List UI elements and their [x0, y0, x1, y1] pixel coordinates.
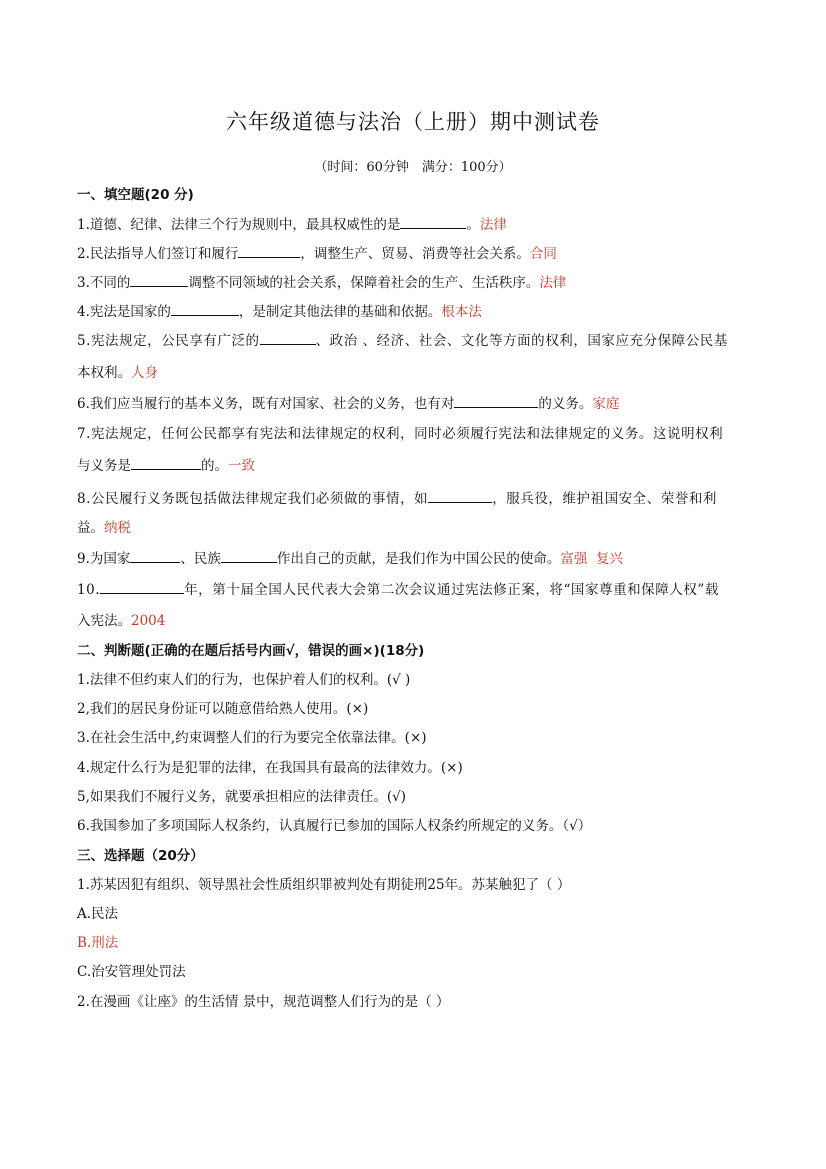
choice-option-a: A.民法 [77, 906, 119, 922]
question-7-continued [77, 456, 757, 475]
judgement-item-5: 5,如果我们不履行义务，就要承担相应的法律责任。(√) [77, 789, 407, 805]
section-heading-fill-blank: 一、填空题(20 分) [77, 187, 194, 203]
question-text: 的义务。 [538, 396, 593, 412]
question-text: 的。 [201, 458, 228, 474]
question-6 [77, 394, 757, 413]
question-text: 5.宪法规定，公民享有广泛的 [77, 333, 260, 349]
question-2 [77, 244, 757, 263]
question-5-continued [77, 364, 757, 382]
answer-text: 家庭 [592, 396, 620, 412]
judgement-item-2: 2,我们的居民身份证可以随意借给熟人使用。(×) [77, 701, 369, 717]
question-10-continued [77, 612, 757, 630]
question-text: 3.不同的 [77, 275, 131, 291]
question-text: 调整不同领域的社会关系，保障着社会的生产、生活秩序。 [188, 275, 540, 291]
question-text: 、民族 [180, 551, 221, 567]
question-text: ，是制定其他法律的基础和依据。 [238, 304, 442, 320]
answer-blank [171, 302, 239, 316]
question-text: 4.宪法是国家的 [77, 304, 171, 320]
answer-blank [428, 489, 492, 503]
answer-blank [260, 331, 316, 345]
choice-option-c: C.治安管理处罚法 [77, 964, 186, 980]
answer-blank [130, 549, 180, 563]
answer-text: 2004 [131, 613, 166, 629]
answer-text: 富强 复兴 [560, 551, 623, 567]
question-text: 益。 [77, 520, 104, 536]
choice-question-1: 1.苏某因犯有组织、领导黑社会性质组织罪被判处有期徒刑25年。苏某触犯了（ ） [77, 877, 571, 893]
question-text: ，服兵役，维护祖国安全、荣誉和利 [492, 491, 717, 507]
question-text: 2.民法指导人们签订和履行 [77, 246, 239, 262]
question-7 [77, 425, 757, 443]
answer-blank [131, 456, 201, 470]
question-text: 1.道德、纪律、法律三个行为规则中，最具权威性的是 [77, 217, 401, 233]
question-3 [77, 273, 757, 292]
page-subtitle: （时间：60分钟 满分：100分） [314, 160, 512, 175]
question-text: 6.我们应当履行的基本义务，既有对国家、社会的义务，也有对 [77, 396, 455, 412]
question-10 [77, 580, 757, 599]
question-text: 入宪法。 [77, 613, 131, 629]
answer-blank [454, 394, 538, 408]
question-text: 与义务是 [77, 458, 131, 474]
question-text: 、政治 、经济、社会、文化等方面的权利，国家应充分保障公民基 [315, 333, 728, 349]
answer-text: 纳税 [104, 520, 131, 536]
judgement-item-6: 6.我国参加了多项国际人权条约，认真履行已参加的国际人权条约所规定的义务。（√） [77, 818, 592, 834]
question-text: 作出自己的贡献，是我们作为中国公民的使命。 [276, 551, 561, 567]
question-8 [77, 489, 757, 508]
question-text: 9.为国家 [77, 551, 131, 567]
question-text: 年，第十届全国人民代表大会第二次会议通过宪法修正案，将“国家尊重和保障人权”载 [184, 582, 719, 598]
answer-blank [400, 215, 466, 229]
choice-option-b: B.刑法 [77, 935, 119, 951]
answer-text: 人身 [131, 365, 158, 381]
answer-blank [221, 549, 277, 563]
answer-blank [238, 244, 300, 258]
question-1 [77, 215, 757, 234]
page-title: 六年级道德与法治（上册）期中测试卷 [226, 110, 600, 134]
question-8-continued [77, 519, 757, 537]
question-5 [77, 331, 757, 350]
question-text: 7.宪法规定，任何公民都享有宪法和法律规定的权利，同时必须履行宪法和法律规定的义务。这说明权利 [77, 426, 724, 442]
section-heading-multiple-choice: 三、选择题（20分） [77, 848, 204, 864]
question-text: 。 [466, 217, 480, 233]
answer-text: 根本法 [441, 304, 482, 320]
judgement-item-4: 4.规定什么行为是犯罪的法律，在我国具有最高的法律效力。(×) [77, 760, 463, 776]
section-heading-true-false: 二、判断题(正确的在题后括号内画√，错误的画×)(18分) [77, 643, 425, 659]
question-9 [77, 549, 757, 568]
question-text: 本权利。 [77, 365, 131, 381]
answer-blank [130, 273, 188, 287]
answer-text: 法律 [479, 217, 507, 233]
answer-text: 合同 [529, 246, 557, 262]
question-text: ，调整生产、贸易、消费等社会关系。 [300, 246, 530, 262]
choice-question-2: 2.在漫画《让座》的生活情 景中，规范调整人们行为的是（ ） [77, 994, 450, 1010]
question-text: 8.公民履行义务既包括做法律规定我们必须做的事情，如 [77, 491, 429, 507]
question-4 [77, 302, 757, 321]
question-text: 10. [77, 582, 101, 598]
answer-blank [100, 580, 184, 594]
answer-text: 法律 [539, 275, 567, 291]
answer-text: 一致 [228, 458, 255, 474]
judgement-item-1: 1.法律不但约束人们的行为，也保护着人们的权利。(√ ) [77, 672, 411, 688]
judgement-item-3: 3.在社会生活中,约束调整人们的行为要完全依靠法律。(×) [77, 730, 427, 746]
